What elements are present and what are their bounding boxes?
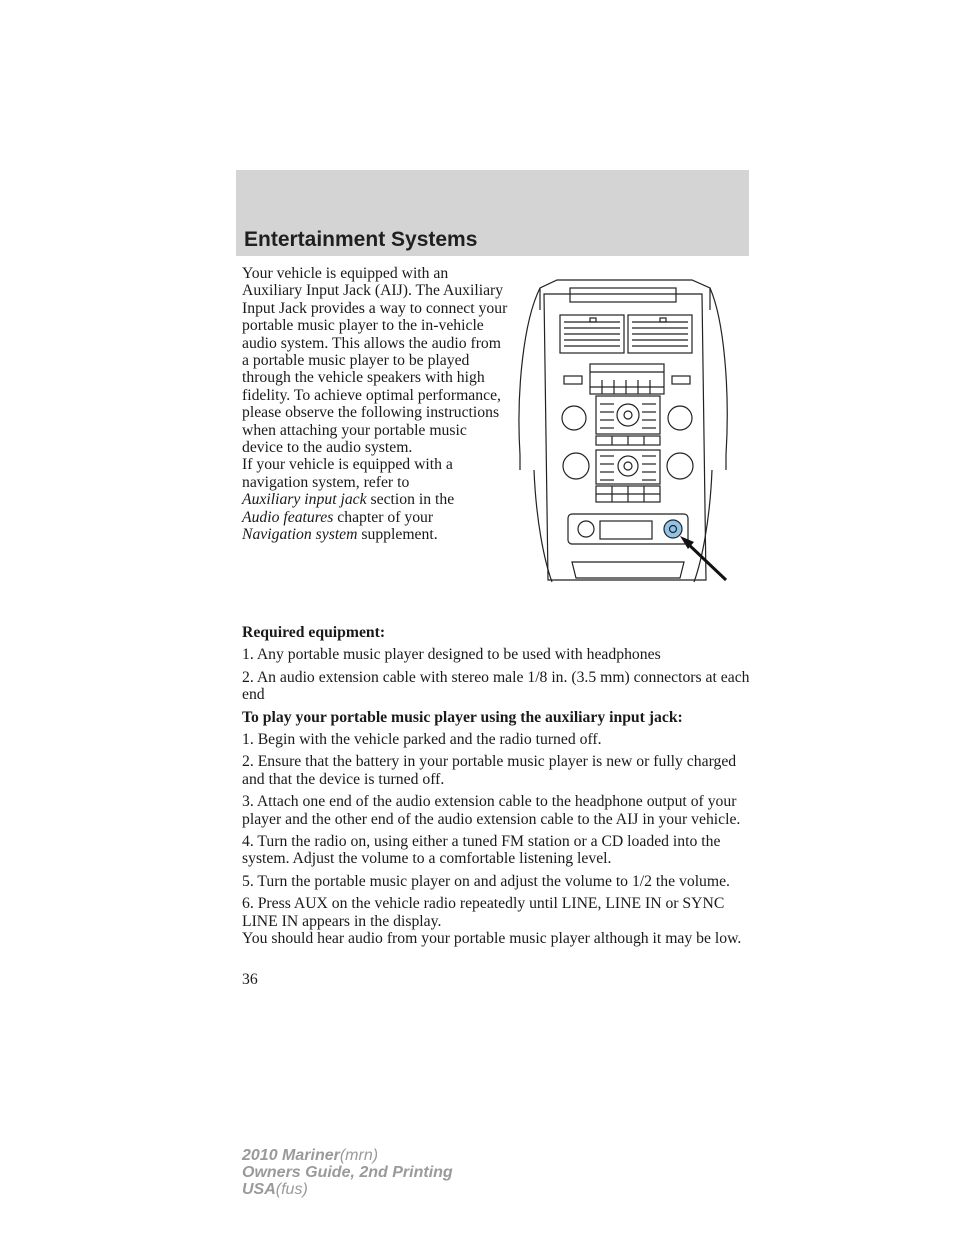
list-item: 4. Turn the radio on, using either a tuned FM station or a CD loaded into the system. Adjust the volume to a comfortable listening level. (242, 833, 721, 868)
steps-heading: To play your portable music player using the auxiliary input jack: (242, 708, 683, 726)
required-equipment-heading: Required equipment: (242, 624, 386, 641)
list-item: 5. Turn the portable music player on and adjust the volume to 1/2 the volume. (242, 872, 730, 890)
instructions (242, 624, 762, 953)
intro-paragraph: Your vehicle is equipped with an Auxiliary Input Jack (AIJ). The Auxiliary Input Jack provides a way to connect your portable music player to the in-vehicle audio system. This allows the audio from a portable music player to be played through the vehicle speakers with high fidelity. To achieve optimal performance, please observe the following instructions when attaching your portable music device to the audio system. (242, 265, 508, 457)
ref-audio-features: Audio features (242, 508, 334, 526)
intro-text (242, 265, 510, 544)
navigation-note: If your vehicle is equipped with a navigation system, refer to Auxiliary input jack section in the Audio features chapter of your Navigation system supplement. (242, 456, 455, 544)
section-header-band (236, 170, 749, 256)
footer-line-model: 2010 Mariner(mrn) (242, 1147, 379, 1164)
list-item: 1. Any portable music player designed to be used with headphones (242, 646, 661, 664)
footer (242, 1147, 453, 1198)
list-item: 2. An audio extension cable with stereo male 1/8 in. (3.5 mm) connectors at each end (242, 668, 750, 704)
closing-note: You should hear audio from your portable music player although it may be low. (242, 930, 742, 948)
list-item: 1. Begin with the vehicle parked and the radio turned off. (242, 731, 602, 749)
list-item: 2. Ensure that the battery in your portable music player is new or fully charged and that the device is turned off. (242, 753, 737, 788)
list-item: 3. Attach one end of the audio extension cable to the headphone output of your player and the other end of the audio extension cable to the AIJ in your vehicle. (242, 793, 741, 828)
ref-navigation-system: Navigation system (242, 526, 358, 544)
footer-line-guide: Owners Guide, 2nd Printing (242, 1164, 453, 1181)
ref-auxiliary-input-jack: Auxiliary input jack (242, 491, 367, 509)
page-number: 36 (242, 971, 258, 988)
center-console-aux-jack-icon (512, 270, 734, 590)
section-title: Entertainment Systems (244, 228, 478, 251)
footer-line-market: USA(fus) (242, 1181, 308, 1198)
list-item: 6. Press AUX on the vehicle radio repeatedly until LINE, LINE IN or SYNC LINE IN appears in the display. (242, 895, 725, 930)
